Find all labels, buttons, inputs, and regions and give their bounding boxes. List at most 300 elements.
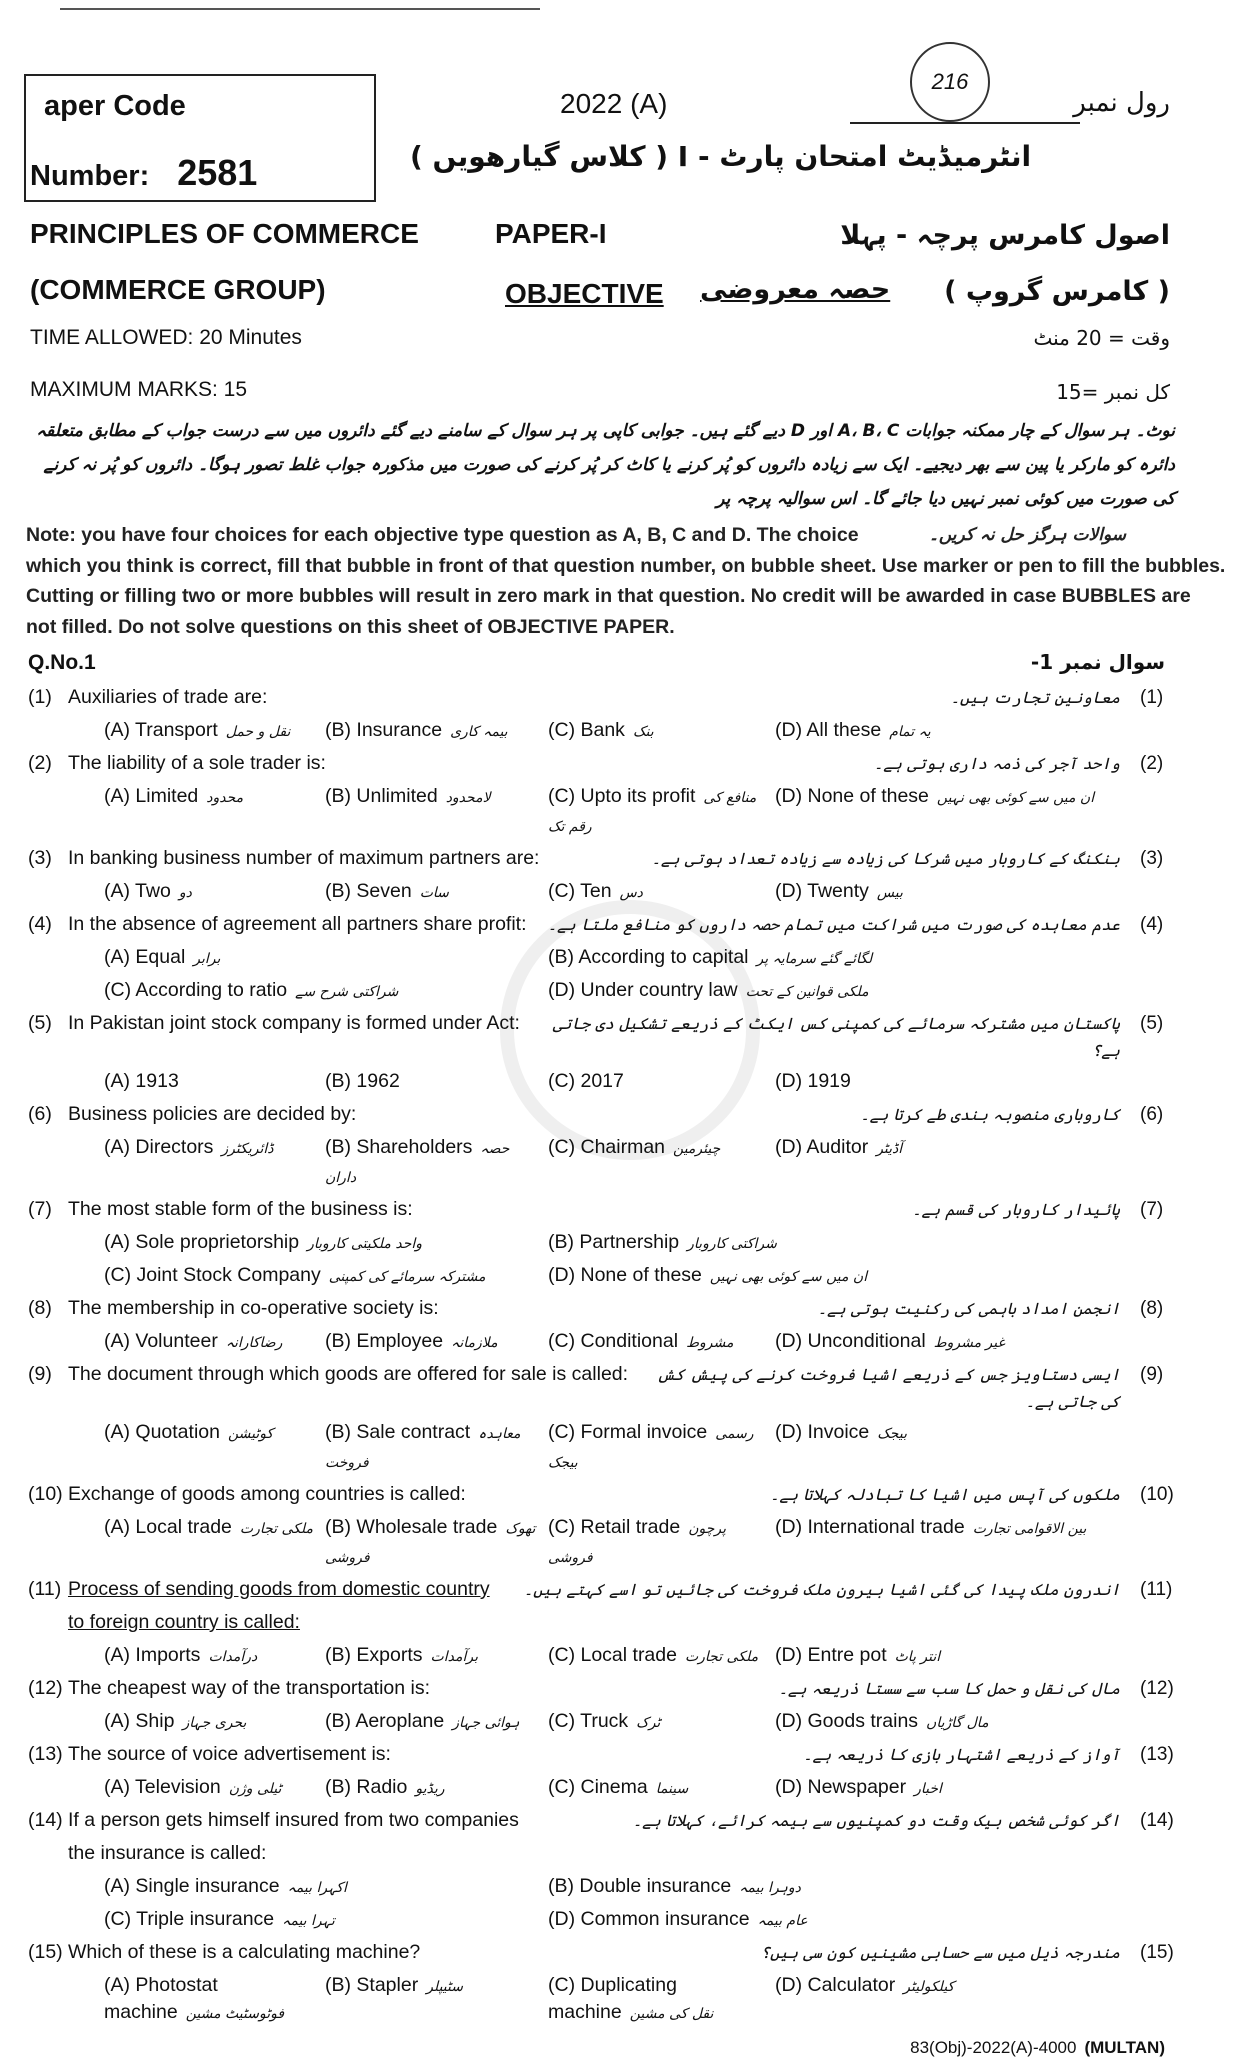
- question-line: [0, 1097, 1250, 1130]
- option-label: (C) Local trade: [548, 1644, 677, 1666]
- option-label: (A) Local trade: [104, 1516, 232, 1538]
- option-label-urdu: منافع کی رقم تک: [548, 790, 757, 835]
- options-row: [0, 1638, 1250, 1671]
- option-c: [548, 717, 775, 746]
- option-a: [104, 717, 325, 746]
- option-a: [104, 1514, 325, 1572]
- option-d: [775, 1134, 1120, 1192]
- question-line: [0, 907, 1250, 940]
- roll-number-label: رول نمبر: [1073, 88, 1170, 118]
- options-row: [0, 1770, 1250, 1803]
- option-b: [325, 1708, 548, 1737]
- question-line: [0, 841, 1250, 874]
- question-line: [0, 1357, 1250, 1415]
- objective-title: OBJECTIVE: [505, 278, 664, 309]
- question-text-urdu: ایسی دستاویز جس کے ذریعے اشیا فروخت کرنے کی پیش کش کی جاتی ہے۔: [656, 1365, 1120, 1411]
- options-row: [0, 1258, 1250, 1291]
- option-label: (B) Insurance: [325, 719, 443, 741]
- options-row: [0, 1510, 1250, 1572]
- option-label: (B) Unlimited: [325, 785, 438, 807]
- option-label-urdu: پرچون فروشی: [548, 1521, 727, 1566]
- question-text-urdu: معاونین تجارت ہیں۔: [950, 688, 1120, 707]
- question-text: In Pakistan joint stock company is formed under Act:: [68, 1012, 520, 1034]
- option-d: [548, 977, 1008, 1006]
- question-number-urdu: (13): [1140, 1744, 1174, 1765]
- option-label-urdu: کوٹیشن: [227, 1426, 274, 1442]
- option-label-urdu: دوہرا بیمہ: [739, 1880, 801, 1896]
- question-text-urdu: عدم معاہدہ کی صورت میں شراکت میں تمام حصہ داروں کو منافع ملتا ہے۔: [547, 915, 1120, 934]
- option-label-urdu: مشروط: [686, 1335, 734, 1351]
- question-number-urdu: (15): [1140, 1942, 1174, 1963]
- option-label: (C) Cinema: [548, 1776, 648, 1798]
- option-label-urdu: سات: [419, 885, 449, 901]
- question-text-urdu: مندرجہ ذیل میں سے حسابی مشینیں کون سی ہیں؟: [760, 1943, 1120, 1962]
- option-label: (A) Transport: [104, 719, 218, 741]
- question-number: (10): [28, 1483, 63, 1505]
- question-line: [0, 1192, 1250, 1225]
- question-text: The liability of a sole trader is:: [68, 752, 326, 774]
- option-label-urdu: چیئرمین: [673, 1141, 721, 1157]
- question-text-continued: the insurance is called:: [68, 1842, 267, 1864]
- question-text-urdu: پاکستان میں مشترکہ سرمائے کی کمپنی کس ایکٹ کے ذریعے تشکیل دی جاتی ہے؟: [552, 1014, 1120, 1060]
- option-a: [104, 1972, 325, 2028]
- option-label: (D) Under country law: [548, 979, 738, 1001]
- option-d: [775, 1068, 1120, 1097]
- option-c: [548, 1774, 775, 1803]
- option-label-urdu: ڈائریکٹرز: [221, 1141, 274, 1157]
- option-b: [325, 1134, 548, 1192]
- question-text-continued: to foreign country is called:: [68, 1611, 300, 1633]
- option-label-urdu: درآمدات: [208, 1649, 258, 1665]
- question-text-urdu: انجمن امداد باہمی کی رکنیت ہوتی ہے۔: [817, 1299, 1120, 1318]
- question-text-urdu: اندرون ملک پیدا کی گئی اشیا بیرون ملک فروخت کی جائیں تو اسے کہتے ہیں۔: [523, 1580, 1120, 1599]
- question-line: [0, 1006, 1250, 1064]
- option-b: [325, 1068, 548, 1097]
- option-label-urdu: ملکی قوانین کے تحت: [745, 984, 869, 1000]
- option-label: (B) 1962: [325, 1070, 400, 1092]
- option-label-urdu: بحری جہاز: [182, 1715, 247, 1731]
- option-label: (D) Twenty: [775, 880, 869, 902]
- question-line: [0, 1737, 1250, 1770]
- question-text: Process of sending goods from domestic country: [68, 1578, 490, 1600]
- option-a: [104, 783, 325, 841]
- paper-body: [0, 414, 1250, 2058]
- option-c: [548, 1134, 775, 1192]
- question-text: If a person gets himself insured from two companies: [68, 1809, 519, 1831]
- option-c: [548, 878, 775, 907]
- option-a: [104, 1708, 325, 1737]
- paper-title: PAPER-I: [495, 218, 607, 249]
- question-number-urdu: (5): [1140, 1013, 1164, 1034]
- option-label: (A) Photostat machine: [104, 1974, 218, 2023]
- option-label: (B) Stapler: [325, 1974, 419, 1996]
- option-a: [104, 944, 548, 973]
- question-text-urdu: اگر کوئی شخص بیک وقت دو کمپنیوں سے بیمہ کرائے، کہلاتا ہے۔: [632, 1811, 1120, 1830]
- option-label: (B) Employee: [325, 1330, 444, 1352]
- question-line: [0, 746, 1250, 779]
- option-label-urdu: ٹرک: [636, 1715, 661, 1731]
- question-number-urdu: (4): [1140, 914, 1164, 935]
- options-row: [0, 779, 1250, 841]
- roll-number-line: [850, 122, 1080, 124]
- options-row: [0, 713, 1250, 746]
- option-label-urdu: بیجک: [877, 1426, 907, 1442]
- option-label: (A) Directors: [104, 1136, 214, 1158]
- option-d: [775, 1774, 1120, 1803]
- option-a: [104, 1873, 548, 1902]
- option-c: [548, 783, 775, 841]
- option-label: (A) Quotation: [104, 1421, 220, 1443]
- option-label-urdu: رسمی بیجک: [548, 1426, 754, 1471]
- options-row: [0, 1902, 1250, 1935]
- options-row: [0, 874, 1250, 907]
- group-title: (COMMERCE GROUP): [30, 274, 326, 305]
- options-row: [0, 1704, 1250, 1737]
- question-text-urdu: ملکوں کی آپس میں اشیا کا تبادلہ کہلاتا ہے۔: [769, 1485, 1120, 1504]
- question-line: [0, 1935, 1250, 1968]
- roll-number-handwritten: 216: [910, 42, 990, 122]
- paper-number-value: 2581: [177, 152, 258, 193]
- option-label-urdu: بیمہ کاری: [450, 724, 508, 740]
- option-a: [104, 1774, 325, 1803]
- question-text-urdu: پائیدار کاروبار کی قسم ہے۔: [912, 1200, 1120, 1219]
- question-number: (7): [28, 1198, 52, 1220]
- option-label: (C) Joint Stock Company: [104, 1264, 321, 1286]
- option-label-urdu: ان میں سے کوئی بھی نہیں: [709, 1269, 868, 1285]
- option-label-urdu: نقل کی مشین: [629, 2006, 714, 2022]
- footer-board: (MULTAN): [1084, 2038, 1165, 2057]
- option-b: [325, 1514, 548, 1572]
- option-label-urdu: فوٹوسٹیٹ مشین: [185, 2006, 285, 2022]
- options-row: [0, 1415, 1250, 1477]
- option-label-urdu: ان میں سے کوئی بھی نہیں: [936, 790, 1095, 806]
- option-label-urdu: معاہدہ فروخت: [325, 1426, 521, 1471]
- option-d: [775, 1972, 1120, 2028]
- question-line: [0, 1291, 1250, 1324]
- question-number-urdu: (6): [1140, 1104, 1164, 1125]
- option-b: [325, 1419, 548, 1477]
- option-label: (D) All these: [775, 719, 882, 741]
- question-number: (6): [28, 1103, 52, 1125]
- option-label-urdu: ریڈیو: [415, 1781, 445, 1797]
- option-c: [548, 1419, 775, 1477]
- question-number: (3): [28, 847, 52, 869]
- option-label-urdu: شراکتی شرح سے: [295, 984, 399, 1000]
- option-label: (D) Calculator: [775, 1974, 896, 1996]
- question-number: (13): [28, 1743, 63, 1765]
- question-number: (14): [28, 1809, 63, 1831]
- options-row: [0, 1869, 1250, 1902]
- option-b: [325, 1642, 548, 1671]
- option-label-urdu: دس: [619, 885, 643, 901]
- option-label: (A) Television: [104, 1776, 221, 1798]
- option-label-urdu: لگائے گئے سرمایہ پر: [756, 951, 873, 967]
- paper-number-label: Number:: [30, 160, 150, 192]
- objective-title-urdu: حصہ معروضی: [700, 274, 891, 305]
- option-b: [548, 1873, 1008, 1902]
- note-urdu: نوٹ۔ ہر سوال کے چار ممکنہ جوابات A، B، C اور D دیے گئے ہیں۔ جوابی کاپی پر ہر سوال کے سامنے دیے گئے دائروں میں سے درست جواب کے مطابق متعلقہ دائرہ کو مارکر یا پین سے بھر دیجیے۔ ایک سے زیادہ دائروں کو پُر کرنے یا کاٹ کر پُر کرنے کی صورت میں مذکورہ جواب غلط تصور ہوگا۔ دائروں کو پُر نہ کرنے کی صورت میں کوئی نمبر نہیں دیا جائے گا۔ اس سوالیہ پرچہ پر: [36, 421, 1175, 509]
- option-a: [104, 878, 325, 907]
- question-text-urdu: بنکنگ کے کاروبار میں شرکا کی زیادہ سے زیادہ تعداد ہوتی ہے۔: [651, 849, 1120, 868]
- exam-title-urdu: انٹرمیڈیٹ امتحان پارٹ - I ( کلاس گیارھویں ): [410, 140, 1032, 173]
- option-label: (B) According to capital: [548, 946, 749, 968]
- option-label-urdu: ٹیلی وژن: [228, 1781, 282, 1797]
- option-label: (A) 1913: [104, 1070, 179, 1092]
- subject-title: PRINCIPLES OF COMMERCE: [30, 218, 419, 249]
- option-label: (C) Conditional: [548, 1330, 679, 1352]
- question-heading-urdu: سوال نمبر 1-: [1030, 650, 1165, 674]
- question-text: The document through which goods are offered for sale is called:: [68, 1363, 629, 1385]
- option-label: (B) Wholesale trade: [325, 1516, 498, 1538]
- option-a: [104, 1134, 325, 1192]
- option-c: [548, 1328, 775, 1357]
- option-label: (D) Goods trains: [775, 1710, 919, 1732]
- option-label: (C) 2017: [548, 1070, 624, 1092]
- question-number: (4): [28, 913, 52, 935]
- options-row: [0, 940, 1250, 973]
- option-a: [104, 1328, 325, 1357]
- option-c: [548, 1514, 775, 1572]
- option-label: (A) Volunteer: [104, 1330, 218, 1352]
- option-b: [325, 717, 548, 746]
- questions-list: [0, 680, 1250, 2028]
- option-c: [104, 1906, 548, 1935]
- question-number: (5): [28, 1012, 52, 1034]
- option-b: [548, 944, 1008, 973]
- option-c: [104, 1262, 548, 1291]
- option-c: [548, 1068, 775, 1097]
- option-label-urdu: نقل و حمل: [225, 724, 291, 740]
- time-allowed-urdu: وقت = 20 منٹ: [1033, 326, 1170, 350]
- question-number-urdu: (10): [1140, 1484, 1174, 1505]
- option-d: [775, 1708, 1120, 1737]
- option-c: [548, 1642, 775, 1671]
- option-label: (D) None of these: [775, 785, 929, 807]
- question-text: The cheapest way of the transportation is:: [68, 1677, 431, 1699]
- option-label-urdu: دو: [178, 885, 192, 901]
- option-label: (C) Truck: [548, 1710, 629, 1732]
- question-text: Auxiliaries of trade are:: [68, 686, 268, 708]
- option-label: (D) Entre pot: [775, 1644, 887, 1666]
- option-label: (B) Radio: [325, 1776, 408, 1798]
- maximum-marks-urdu: کل نمبر =15: [1056, 380, 1170, 404]
- option-label: (A) Sole proprietorship: [104, 1231, 300, 1253]
- option-label: (D) Auditor: [775, 1136, 869, 1158]
- question-number: (1): [28, 686, 52, 708]
- option-label-urdu: تہرا بیمہ: [282, 1913, 335, 1929]
- question-line: [0, 1605, 1250, 1638]
- question-text: In banking business number of maximum partners are:: [68, 847, 540, 869]
- option-label: (C) Upto its profit: [548, 785, 696, 807]
- question-number-urdu: (3): [1140, 848, 1164, 869]
- option-label-urdu: لامحدود: [445, 790, 491, 806]
- options-row: [0, 1968, 1250, 2028]
- option-label: (B) Sale contract: [325, 1421, 471, 1443]
- option-label-urdu: آڈیٹر: [876, 1141, 903, 1157]
- question-text: The most stable form of the business is:: [68, 1198, 413, 1220]
- option-label: (A) Equal: [104, 946, 186, 968]
- option-b: [325, 1774, 548, 1803]
- option-label: (D) Invoice: [775, 1421, 870, 1443]
- maximum-marks: MAXIMUM MARKS: 15: [30, 378, 248, 401]
- option-label: (C) According to ratio: [104, 979, 288, 1001]
- option-label-urdu: شراکتی کاروبار: [687, 1236, 777, 1252]
- option-label: (C) Bank: [548, 719, 625, 741]
- option-label: (B) Shareholders: [325, 1136, 473, 1158]
- question-line: [0, 1671, 1250, 1704]
- question-number: (9): [28, 1363, 52, 1385]
- question-text: Exchange of goods among countries is called:: [68, 1483, 466, 1505]
- option-label-urdu: سینما: [655, 1781, 689, 1797]
- paper-number: [30, 152, 257, 194]
- options-row: [0, 1225, 1250, 1258]
- option-d: [548, 1906, 1008, 1935]
- question-number-urdu: (11): [1140, 1579, 1173, 1600]
- option-d: [775, 1328, 1120, 1357]
- option-label: (B) Double insurance: [548, 1875, 732, 1897]
- option-label-urdu: اکہرا بیمہ: [287, 1880, 347, 1896]
- option-label-urdu: ملکی تجارت: [684, 1649, 759, 1665]
- option-label: (D) International trade: [775, 1516, 965, 1538]
- note-english-text: Note: you have four choices for each objective type question as A, B, C and D. The choice which you think is correct, fill that bubble in front of that question number, on bubble sheet. Use marker or pen to fill the bubbles. Cutting or filling two or more bubbles will result in zero mark in that question. No credit will be awarded in case BUBBLES are not filled. Do not solve questions on this sheet of OBJECTIVE PAPER.: [26, 524, 1226, 638]
- question-text: Which of these is a calculating machine?: [68, 1941, 421, 1963]
- option-label: (B) Partnership: [548, 1231, 680, 1253]
- option-label-urdu: بنک: [632, 724, 654, 740]
- option-c: [104, 977, 548, 1006]
- option-b: [548, 1229, 1008, 1258]
- option-label-urdu: ملکی تجارت: [239, 1521, 314, 1537]
- question-line: [0, 1803, 1250, 1836]
- option-label: (A) Two: [104, 880, 171, 902]
- question-number: (15): [28, 1941, 63, 1963]
- option-label-urdu: مشترکہ سرمائے کی کمپنی: [328, 1269, 486, 1285]
- question-text: The source of voice advertisement is:: [68, 1743, 391, 1765]
- question-text: In the absence of agreement all partners share profit:: [68, 913, 527, 935]
- option-label: (B) Aeroplane: [325, 1710, 445, 1732]
- option-d: [775, 1514, 1120, 1572]
- question-text-urdu: واحد آجر کی ذمہ داری ہوتی ہے۔: [873, 754, 1120, 773]
- option-label-urdu: ملازمانہ: [451, 1335, 498, 1351]
- option-d: [548, 1262, 1008, 1291]
- option-label-urdu: غیر مشروط: [933, 1335, 1005, 1351]
- question-text: Business policies are decided by:: [68, 1103, 357, 1125]
- options-row: [0, 973, 1250, 1006]
- option-d: [775, 878, 1120, 907]
- option-label: (B) Seven: [325, 880, 412, 902]
- option-a: [104, 1642, 325, 1671]
- question-number: (8): [28, 1297, 52, 1319]
- option-a: [104, 1068, 325, 1097]
- question-number-urdu: (9): [1140, 1364, 1164, 1385]
- option-c: [548, 1708, 775, 1737]
- option-b: [325, 783, 548, 841]
- option-label: (A) Limited: [104, 785, 199, 807]
- options-row: [0, 1324, 1250, 1357]
- options-row: [0, 1064, 1250, 1097]
- question-number-urdu: (7): [1140, 1199, 1164, 1220]
- option-label: (D) Newspaper: [775, 1776, 907, 1798]
- option-d: [775, 1642, 1120, 1671]
- time-allowed: TIME ALLOWED: 20 Minutes: [30, 326, 302, 349]
- subject-title-urdu: اصول کامرس پرچہ - پہلا: [840, 220, 1170, 251]
- option-label-urdu: بیس: [876, 885, 903, 901]
- question-text-urdu: کاروباری منصوبہ بندی طے کرتا ہے۔: [860, 1105, 1120, 1124]
- question-line: [0, 1836, 1250, 1869]
- option-label-urdu: برابر: [193, 951, 221, 967]
- question-number-urdu: (2): [1140, 753, 1164, 774]
- note-english: [26, 520, 1226, 642]
- options-row: [0, 1130, 1250, 1192]
- footer: [0, 2028, 1250, 2058]
- option-label: (A) Ship: [104, 1710, 175, 1732]
- option-label: (B) Exports: [325, 1644, 423, 1666]
- option-label-urdu: عام بیمہ: [757, 1913, 808, 1929]
- option-label-urdu: سٹیپلر: [426, 1979, 463, 1995]
- question-number-urdu: (1): [1140, 687, 1164, 708]
- question-number-urdu: (14): [1140, 1810, 1174, 1831]
- question-number: (11): [28, 1578, 62, 1600]
- question-number-urdu: (12): [1140, 1678, 1174, 1699]
- option-label-urdu: واحد ملکیتی کاروبار: [307, 1236, 423, 1252]
- option-label: (C) Duplicating machine: [548, 1974, 677, 2023]
- question-text-urdu: آواز کے ذریعے اشتہار بازی کا ذریعہ ہے۔: [803, 1745, 1120, 1764]
- option-d: [775, 783, 1120, 841]
- option-c: [548, 1972, 775, 2028]
- option-label-urdu: تھوک فروشی: [325, 1521, 536, 1566]
- option-d: [775, 717, 1120, 746]
- question-line: [0, 680, 1250, 713]
- question-line: [0, 1572, 1250, 1605]
- paper-code-label: aper Code: [44, 90, 186, 122]
- option-a: [104, 1229, 548, 1258]
- question-number: (12): [28, 1677, 63, 1699]
- option-d: [775, 1419, 1120, 1477]
- question-heading: Q.No.1: [28, 651, 96, 674]
- option-label: (D) Common insurance: [548, 1908, 750, 1930]
- scan-edge-line: [60, 8, 540, 10]
- option-label-urdu: کیلکولیٹر: [903, 1979, 955, 1995]
- option-label: (C) Ten: [548, 880, 612, 902]
- option-label-urdu: اخبار: [914, 1781, 942, 1797]
- question-number: (2): [28, 752, 52, 774]
- question-number-urdu: (8): [1140, 1298, 1164, 1319]
- footer-code: 83(Obj)-2022(A)-4000: [910, 2038, 1077, 2057]
- option-label: (C) Triple insurance: [104, 1908, 275, 1930]
- option-label: (D) Unconditional: [775, 1330, 926, 1352]
- option-label-urdu: ہوائی جہاز: [452, 1715, 520, 1731]
- option-label-urdu: یہ تمام: [889, 724, 931, 740]
- question-heading-row: [0, 642, 1250, 680]
- option-label: (C) Formal invoice: [548, 1421, 708, 1443]
- option-b: [325, 878, 548, 907]
- option-label-urdu: حصہ داران: [325, 1141, 510, 1186]
- option-label: (C) Chairman: [548, 1136, 666, 1158]
- option-label-urdu: مال گاڑیاں: [926, 1715, 989, 1731]
- question-text-urdu: مال کی نقل و حمل کا سب سے سستا ذریعہ ہے۔: [778, 1679, 1120, 1698]
- option-label-urdu: برآمدات: [430, 1649, 478, 1665]
- group-title-urdu: ( کامرس گروپ ): [944, 276, 1170, 307]
- option-label: (A) Imports: [104, 1644, 201, 1666]
- option-label-urdu: رضاکارانہ: [225, 1335, 283, 1351]
- exam-year: 2022 (A): [560, 88, 668, 119]
- option-label-urdu: انتر پاٹ: [894, 1649, 941, 1665]
- option-label: (D) 1919: [775, 1070, 851, 1092]
- question-line: [0, 1477, 1250, 1510]
- option-label-urdu: بین الاقوامی تجارت: [972, 1521, 1087, 1537]
- option-a: [104, 1419, 325, 1477]
- option-b: [325, 1972, 548, 2028]
- option-label: (A) Single insurance: [104, 1875, 280, 1897]
